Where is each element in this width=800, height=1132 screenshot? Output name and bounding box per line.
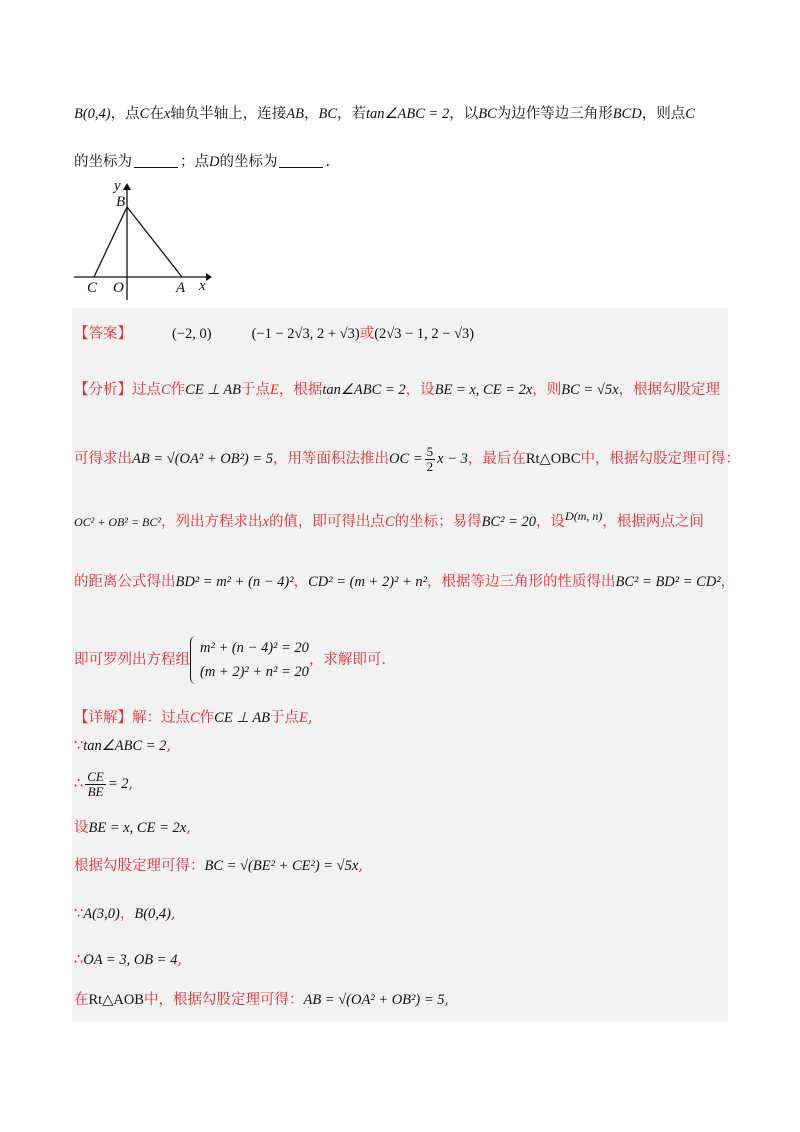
question-line-1	[74, 104, 695, 124]
answer-c-coord: (−2, 0)	[172, 326, 212, 342]
point-b-coord: B(0,4)	[134, 906, 172, 922]
numerator: 5	[426, 443, 434, 459]
text: ,	[358, 858, 363, 874]
bc-formula: BC = √(BE² + CE²) = √5x	[204, 858, 359, 874]
text: 在	[149, 106, 164, 122]
therefore-symbol: ∴	[74, 776, 84, 792]
because-symbol: ∵	[74, 738, 84, 754]
equal-sides: BC² = BD² = CD²	[615, 574, 721, 590]
text: ,	[186, 820, 191, 836]
text: ，则	[532, 382, 562, 398]
point-d: D	[209, 154, 220, 170]
text: ，根据勾股定理	[618, 382, 721, 398]
text: ，设	[405, 382, 435, 398]
answer-d1: (−1 − 2√3, 2 + √3)	[251, 326, 360, 342]
segment-bc: BC	[478, 106, 497, 122]
text: 轴负半轴上，连接	[170, 106, 287, 122]
segment-bc-line	[94, 207, 127, 277]
text: ，根据两点之间	[602, 514, 704, 530]
text: 即可罗列出方程组	[74, 652, 190, 668]
text: 作	[199, 710, 215, 726]
text: 为边作等边三角形	[496, 106, 613, 122]
var-x: x	[262, 514, 269, 530]
text: ,	[444, 992, 450, 1008]
rt-aob: Rt△AOB	[88, 992, 144, 1008]
point-e: E	[299, 710, 308, 726]
text: ，列出方程求出	[161, 514, 263, 530]
oc-rhs: x − 3	[437, 451, 468, 467]
text: ，求解即可.	[308, 652, 387, 668]
therefore-symbol: ∴	[74, 952, 84, 968]
tan-condition: tan∠ABC = 2	[366, 106, 450, 122]
analysis-line-4	[74, 572, 735, 592]
detail-line-6	[74, 904, 176, 924]
tan-condition: tan∠ABC = 2	[83, 738, 167, 754]
triangle-bcd: BCD	[612, 106, 642, 122]
equation-system	[190, 636, 309, 684]
x-axis-arrow	[206, 273, 212, 281]
answer-blank-d	[279, 153, 323, 168]
rt-obc: Rt△OBC	[525, 451, 581, 467]
cd-squared: CD² = (m + 2)² + n²	[308, 574, 428, 590]
assume-be-ce: BE = x, CE = 2x	[434, 382, 533, 398]
text: ，	[293, 574, 309, 590]
point-e: E	[270, 382, 279, 398]
analysis-line-3	[74, 506, 704, 532]
point-a-coord: A(3,0)	[83, 906, 120, 922]
perp-ce-ab: CE ⊥ AB	[185, 382, 242, 398]
text: ，则点	[641, 106, 686, 122]
detail-line-7	[74, 950, 182, 970]
text: 根据勾股定理可得：	[74, 858, 205, 874]
segment-bc: BC	[318, 106, 337, 122]
answer-or: 或	[359, 326, 375, 342]
text: ，根据	[278, 382, 323, 398]
point-c: C	[685, 106, 695, 122]
text: 可得求出	[74, 451, 132, 467]
text: ，设	[536, 514, 566, 530]
detail-line-1	[74, 708, 313, 728]
text: ，点	[110, 106, 140, 122]
label-c: C	[87, 280, 98, 296]
bd-squared: BD² = m² + (n − 4)²	[175, 574, 294, 590]
denominator: 2	[426, 458, 434, 474]
bc-value: BC = √5x	[561, 382, 619, 398]
text: 的坐标为	[74, 154, 132, 170]
text: ,	[166, 738, 172, 754]
ab-formula: AB = √(OA² + OB²) = 5	[132, 451, 274, 467]
text: ，用等面积法推出	[273, 451, 390, 467]
tan-condition: tan∠ABC = 2	[322, 382, 406, 398]
text: ；点	[180, 154, 209, 170]
label-b: B	[116, 194, 126, 210]
detail-line-5	[74, 856, 363, 876]
text: ，最后在	[467, 451, 526, 467]
text: 中，根据勾股定理可得：	[143, 992, 304, 1008]
label-y: y	[114, 178, 121, 194]
brace	[190, 636, 199, 684]
text: 中，根据勾股定理可得：	[580, 451, 741, 467]
analysis-label: 【分析】	[74, 382, 132, 398]
point-c: C	[139, 106, 150, 122]
segment-ab-line	[127, 207, 182, 277]
point-d-mn: D(m, n)	[565, 509, 603, 523]
oa-ob-values: OA = 3, OB = 4	[83, 952, 178, 968]
pythag-obc: OC² + OB² = BC²	[74, 515, 161, 529]
denominator: BE	[87, 783, 104, 799]
text: 的距离公式得出	[74, 574, 176, 590]
analysis-line-5	[74, 636, 386, 684]
text: ，以	[449, 106, 479, 122]
point-c: C	[161, 382, 171, 398]
text: ,	[177, 952, 183, 968]
ab-formula: AB = √(OA² + OB²) = 5	[303, 992, 445, 1008]
y-axis-arrow	[123, 183, 131, 190]
text: ，	[303, 106, 319, 122]
text: 设	[74, 820, 89, 836]
text: 过点	[132, 382, 161, 398]
fraction-5-2	[425, 445, 436, 474]
text: 在	[74, 992, 89, 1008]
geometry-figure	[72, 178, 212, 302]
text: ，若	[337, 106, 366, 122]
text: ,	[128, 776, 134, 792]
numerator: CE	[87, 768, 104, 784]
text: ,	[307, 710, 313, 726]
fraction-ce-be	[85, 770, 106, 799]
text: 作	[170, 382, 186, 398]
point-c: C	[384, 514, 395, 530]
text: 于点	[241, 382, 271, 398]
text: ，根据等边三角形的性质得出	[427, 574, 616, 590]
detail-line-4	[74, 818, 191, 838]
question-line-2	[74, 152, 330, 172]
label-a: A	[176, 280, 186, 296]
equation-1: m² + (n − 4)² = 20	[200, 640, 309, 656]
ratio-value: = 2	[107, 776, 129, 792]
detail-label: 【详解】	[74, 710, 132, 726]
point-b: B(0,4)	[74, 106, 111, 122]
var-x: x	[163, 106, 171, 122]
text: 解：过点	[132, 710, 190, 726]
text: 于点	[270, 710, 300, 726]
equation-2: (m + 2)² + n² = 20	[200, 664, 309, 680]
answer-line	[74, 324, 474, 344]
because-symbol: ∵	[74, 906, 84, 922]
segment-ab: AB	[286, 106, 304, 122]
answer-label: 【答案】	[74, 326, 132, 342]
text: 的坐标；易得	[394, 514, 482, 530]
detail-line-3	[74, 766, 133, 802]
analysis-line-2	[74, 442, 740, 476]
point-c: C	[190, 710, 200, 726]
oc-lhs: OC =	[389, 451, 423, 467]
label-x: x	[199, 278, 206, 294]
text: ,	[171, 906, 176, 922]
text: ，	[119, 906, 135, 922]
detail-line-2	[74, 736, 171, 756]
text: 的值，即可得出点	[268, 514, 385, 530]
detail-line-8	[74, 990, 449, 1010]
analysis-line-1	[74, 380, 720, 400]
answer-blank-c	[134, 153, 178, 168]
perp-ce-ab: CE ⊥ AB	[214, 710, 271, 726]
label-o: O	[113, 280, 124, 296]
answer-d2: (2√3 − 1, 2 − √3)	[374, 326, 475, 342]
text: .	[325, 154, 331, 170]
text: ，	[720, 574, 736, 590]
text: 的坐标为	[219, 154, 278, 170]
assume-be-ce: BE = x, CE = 2x	[88, 820, 187, 836]
bc-squared: BC² = 20	[481, 514, 537, 530]
